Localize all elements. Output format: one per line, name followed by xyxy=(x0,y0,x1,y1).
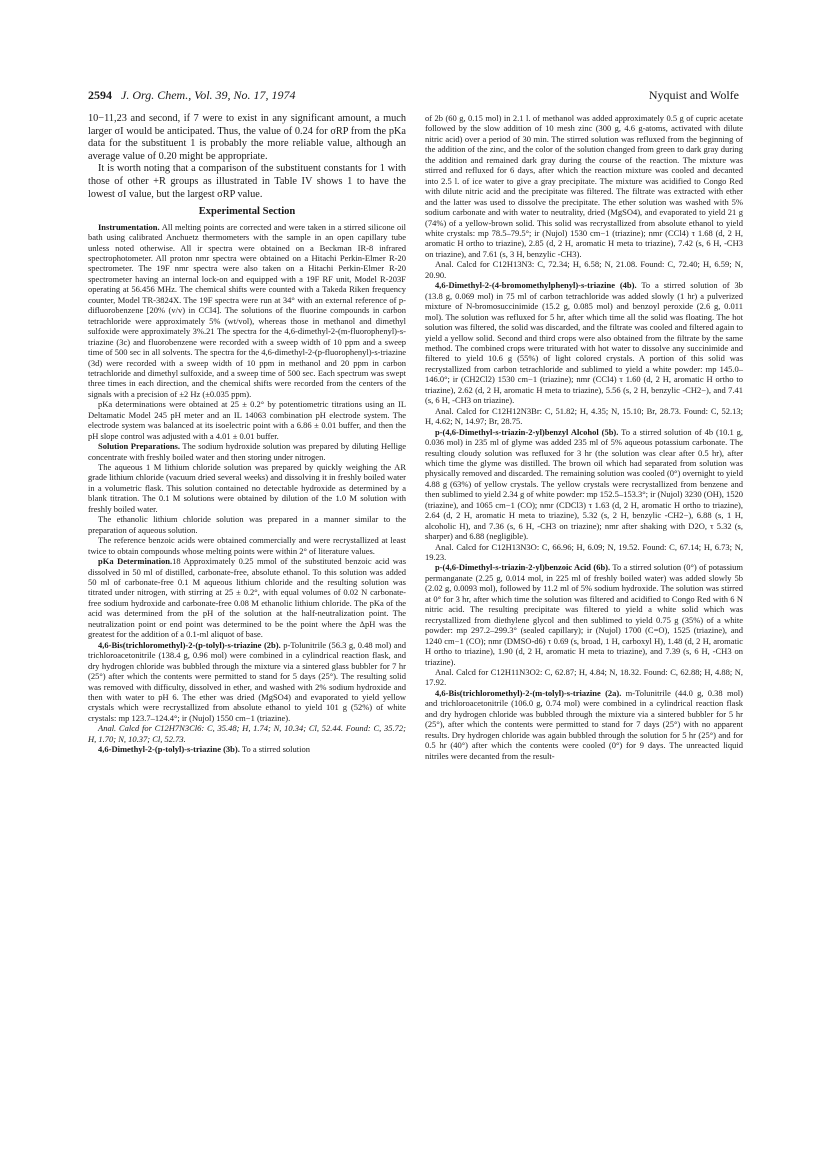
paragraph-text: To a stirred solution of 4b (10.1 g, 0.036 mol) in 235 ml of glyme was added 235 ml of 5% aqueous potassium carbonate. The resulting cloudy solution was refluxed for 3 hr (the solution was clear after 0.5 hr), after which time the glyme was distilled. The brown oil which had separated from solution was physically removed and discarded. The remaining solution was cooled (0°) overnight to yield 4.88 g (63%) of yellow crystals. The yellow crystals were recrystallized from benzene and then sublimed to yield 2.34 g of white powder: mp 152.5–153.3°; ir (Nujol) 3230 (OH), 1520 (triazine), and 1065 cm−1 (CO); nmr (CDCl3) τ 1.63 (d, 2 H, aromatic H ortho to triazine), 2.64 (d, 2 H, aromatic H meta to triazine), 5.32 (s, 2 H, benzylic -CH2−), 6.88 (s, 1 H, alcoholic H), and 7.36 (s, 6 H, -CH3 on triazine); nmr after shaking with D2O, τ 5.32 (s, sharper) and 6.88 (negligible). xyxy=(425,426,743,542)
paragraph-text: To a stirred solution (0°) of potassium permanganate (2.25 g, 0.014 mol, in 225 ml of freshly boiled water) was added slowly 5b (2.02 g, 0.0093 mol), followed by 11.2 ml of 5% sodium hydroxide. The solution was stirred at 0° for 3 hr, after which time the solution was filtered and acidified to Congo Red with 6 N nitric acid. The resulting precipitate was filtered to yield a white solid which was recrystallized from diethylene glycol and then sublimed to yield 0.75 g (35%) of a white powder: mp 297.2–299.3° (sealed capillary); ir (Nujol) 1700 (C=O), 1525 (triazine), and 1240 cm−1 (CO); nmr (DMSO-d6) τ 0.69 (s, broad, 1 H, carboxyl H), 1.48 (d, 2 H, aromatic H ortho to triazine), 1.90 (d, 2 H, aromatic H meta to triazine), and 7.39 (s, 6 H, -CH3 on triazine). xyxy=(425,562,743,667)
compound-heading: 4,6-Bis(trichloromethyl)-2-(p-tolyl)-s-triazine (2b). xyxy=(98,639,281,650)
header-authors: Nyquist and Wolfe xyxy=(648,88,739,102)
paragraph-compound-2b xyxy=(88,640,406,724)
paragraph-instrumentation xyxy=(88,222,406,400)
paragraph-text: To a stirred solution of 3b (13.8 g, 0.069 mol) in 75 ml of carbon tetrachloride was added slowly (1 hr) a pulverized mixture of N-bromosuccinimide (15.2 g, 0.085 mol) and benzoyl peroxide (2.6 g, 0.011 mol). The solution was refluxed for 5 hr, after which time all the solid was floating. The hot solution was filtered, the solid was discarded, and the filtrate was cooled and filtered again to yield a yellow solid. Second and third crops were also obtained from the filtrate by the same method. The combined crops were triturated with hot water to dissolve any succinimide and filtered to yield 10.6 g (55%) of light colored crystals. A portion of this solid was recrystallized from carbon tetrachloride and sublimed to yield a white powder: mp 145.0–146.0°; ir (CH2Cl2) 1530 cm−1 (triazine); nmr (CCl4) τ 1.60 (d, 2 H, aromatic H ortho to triazine), 2.62 (d, 2 H, aromatic H meta to triazine), 5.56 (s, 2 H, benzylic -CH2−), and 7.41 (s, 6 H, -CH3 on triazine). xyxy=(425,280,743,406)
paragraph-text: 18 Approximately 0.25 mmol of the substituted benzoic acid was dissolved in 50 ml of distilled, carbonate-free, absolute ethanol. To this solution was added 50 ml of carbonate-free 0.1 M aqueous lithium chloride and the resulting solution was titrated under nitrogen, with stirring at 25 ± 0.2°, with equal volumes of 0.02 N carbonate-free sodium hydroxide and carbonate-free 0.08 M ethanolic lithium chloride. The pKa of the acid was determined from the pH of the solution at the half-neutralization point. The neutralization point or end point was determined to be the point where the ΔpH was the greatest for the addition of a 0.1-ml aliquot of base. xyxy=(88,556,407,640)
paragraph-pka-determination xyxy=(88,556,406,640)
paragraph: of 2b (60 g, 0.15 mol) in 2.1 l. of methanol was added approximately 0.5 g of cupric acetate followed by the slow addition of 10 mesh zinc (300 g, 4.6 g-atoms, activated with dilute nitric acid) over a period of 30 min. The stirred solution was refluxed from the beginning of the addition of the zinc, and the color of the solution changed from green to dark gray during the addition and remained dark gray during the course of the reaction. The mixture was stirred and refluxed for 6 days, after which the reaction mixture was cooled and decanted into 2.5 l. of ice water to give a gray precipitate. The mixture was acidified to Congo Red with dilute nitric acid and the precipitate was filtered. The filtrate was extracted with ether and the latter was used to dissolve the precipitate. The ether solution was washed with 5% sodium carbonate and with water to neutrality, dried (MgSO4), and evaporated to yield 21 g (74%) of a yellow-brown solid. This solid was recrystallized from absolute ethanol to yield white crystals: mp 78.5–79.5°; ir (Nujol) 1530 cm−1 (triazine); nmr (CCl4) τ 1.68 (d, 2 H, aromatic H ortho to triazine), 2.85 (d, 2 H, aromatic H meta to triazine), 7.42 (s, 6 H, -CH3 on triazine), and 7.61 (s, 3 H, benzylic -CH3). xyxy=(425,113,743,259)
analysis-line: Anal. Calcd for C12H11N3O2: C, 62.87; H, 4.84; N, 18.32. Found: C, 62.88; H, 4.88; N, 17.92. xyxy=(425,667,743,688)
paragraph-text: All melting points are corrected and were taken in a stirred silicone oil bath using calibrated Anchuetz thermometers with the sample in an open capillary tube unless noted otherwise. All ir spectra were obtained on a Beckman IR-8 infrared spectrophotometer. All proton nmr spectra were obtained on a Hitachi Perkin-Elmer R-20 spectrometer. The 19F nmr spectra were also taken on a Hitachi Perkin-Elmer R-20 spectrometer having an internal lock-on and equipped with a 19F RF unit, Model R-203F operating at 56.456 MHz. The chemical shifts were counted with a Takeda Riken frequency counter, Model TR-3824X. The 19F spectra were run at 34° with an external reference of p-difluorobenzene [20% (v/v) in CCl4]. The solutions of the fluorine compounds in carbon tetrachloride were approximately 5% (wt/vol), whereas those in methanol and dimethyl sulfoxide were approximately 3%.21 The spectra for the 4,6-dimethyl-2-(m-fluorophenyl)-s-triazine (3c) and fluorobenzene were recorded with a sweep width of 10 ppm and a sweep time of 500 sec in all solvents. The spectra for the 4,6-dimethyl-2-(p-fluorophenyl)-s-triazine (3d) were recorded with a sweep width of 10 ppm in methanol and 20 ppm in carbon tetrachloride and dimethyl sulfoxide, and a sweep time of 500 sec. Each spectrum was swept three times in each direction, and the chemical shifts were recorded from the centers of the signals with a precision of ±2 Hz (±0.035 ppm). xyxy=(88,221,407,399)
paragraph-compound-6b xyxy=(425,562,743,667)
paragraph-text: To a stirred solution xyxy=(241,744,310,755)
paragraph: The aqueous 1 M lithium chloride solution was prepared by quickly weighing the AR grade lithium chloride (vacuum dried several weeks) and dissolving it in freshly boiled water in a volumetric flask. This solution contained no detectable hydroxide as determined by a blank titration. The 0.1 M solutions were obtained by dilution of the 1.0 M solution with freshly boiled water. xyxy=(88,462,406,514)
compound-heading: p-(4,6-Dimethyl-s-triazin-2-yl)benzoic Acid (6b). xyxy=(435,562,611,573)
left-column xyxy=(88,113,406,755)
paragraph: The reference benzoic acids were obtained commercially and were recrystallized at least twice to obtain compounds whose melting points were within 2° of literature values. xyxy=(88,535,406,556)
journal-citation: J. Org. Chem., Vol. 39, No. 17, 1974 xyxy=(121,88,296,102)
right-column xyxy=(425,113,743,761)
paragraph: 10−11,23 and second, if 7 were to exist in any significant amount, a much larger σI would be anticipated. Thus, the value of 0.24 for σRP from the pKa data for the substituent 1 is probably the more reliable value, although an average value of 0.20 might be appropriate. xyxy=(88,113,406,162)
run-in-heading: pKa Determination. xyxy=(98,556,173,567)
paragraph-text: m-Tolunitrile (44.0 g, 0.38 mol) and trichloroacetonitrile (106.0 g, 0.74 mol) were combined in a cylindrical reaction flask and dry hydrogen chloride was bubbled through the mixture via a sintered bubbler for 5 hr (25°), after which the contents were permitted to stand for 7 days (25°) with no apparent results. Dry hydrogen chloride was again bubbled through the solution for 5 hr (25°) and for 0.5 hr (40°) after which the contents were cooled (0°) for 9 days. The unreacted liquid nitriles were decanted from the result- xyxy=(425,687,744,761)
paragraph-text: p-Tolunitrile (56.3 g, 0.48 mol) and trichloroacetonitrile (138.4 g, 0.96 mol) were combined in a cylindrical reaction flask, and dry hydrogen chloride was bubbled through the mixture via a sintered glass bubbler for 7 hr (25°) after which the contents were permitted to stand for 5 days (25°). The resulting solid was removed with difficulty, dissolved in ether, and washed with 2% sodium hydroxide and then with water to pH 6. The ether was dried (MgSO4) and evaporated to yield yellow crystals which were recrystallized from absolute ethanol to yield 101 g (52%) of white crystals: mp 123.7–124.4°; ir (Nujol) 1550 cm−1 (triazine). xyxy=(88,639,406,723)
compound-heading: 4,6-Dimethyl-2-(p-tolyl)-s-triazine (3b). xyxy=(98,744,240,755)
compound-heading: 4,6-Dimethyl-2-(4-bromomethylphenyl)-s-triazine (4b). xyxy=(435,280,637,291)
run-in-heading: pKa determinations xyxy=(98,399,166,410)
paragraph-compound-2a xyxy=(425,688,743,761)
header-left xyxy=(88,88,296,103)
paragraph-compound-4b xyxy=(425,280,743,405)
paragraph-solutions xyxy=(88,441,406,462)
analysis-line: Anal. Calcd for C12H13N3: C, 72.34; H, 6.58; N, 21.08. Found: C, 72.40; H, 6.59; N, 20.90. xyxy=(425,259,743,280)
analysis-line: Anal. Calcd for C12H12N3Br: C, 51.82; H, 4.35; N, 15.10; Br, 28.73. Found: C, 52.13; H, 4.62; N, 14.97; Br, 28.75. xyxy=(425,405,743,427)
run-in-heading: Instrumentation. xyxy=(98,221,160,232)
page-number: 2594 xyxy=(88,88,112,102)
paragraph-text: were obtained at 25 ± 0.2° by potentiometric titrations using an IL Deltamatic Model 245 pH meter and an IL 14063 combination pH electrode system. The electrode system was balanced at its isoelectric point with a 6.86 ± 0.01 buffer, and then the pH slope control was adjusted with a 4.01 ± 0.01 buffer. xyxy=(88,399,407,441)
compound-heading: p-(4,6-Dimethyl-s-triazin-2-yl)benzyl Alcohol (5b). xyxy=(435,426,619,437)
paragraph: It is worth noting that a comparison of the substituent constants for 1 with those of other +R groups as illustrated in Table IV shows 1 to have the lowest σI value, but the largest σRP value. xyxy=(88,163,406,200)
analysis-line: Anal. Calcd for C12H13N3O: C, 66.96; H, 6.09; N, 19.52. Found: C, 67.14; H, 6.73; N, 19.23. xyxy=(425,541,743,563)
section-title: Experimental Section xyxy=(198,206,296,218)
compound-heading: 4,6-Bis(trichloromethyl)-2-(m-tolyl)-s-triazine (2a). xyxy=(435,687,622,698)
paragraph-pka xyxy=(88,399,406,441)
paragraph-text: The sodium hydroxide solution was prepared by diluting Hellige concentrate with freshly boiled water and then storing under nitrogen. xyxy=(88,441,406,462)
paragraph: The ethanolic lithium chloride solution was prepared in a manner similar to the preparation of aqueous solution. xyxy=(88,514,406,535)
analysis-line: Anal. Calcd for C12H7N3Cl6: C, 35.48; H, 1.74; N, 10.34; Cl, 52.44. Found: C, 35.72; H, 1.70; N, 10.37; Cl, 52.73. xyxy=(88,723,406,744)
paragraph-compound-3b xyxy=(88,744,406,754)
run-in-heading: Solution Preparations. xyxy=(98,441,180,452)
page-header xyxy=(88,88,739,104)
paragraph-compound-5b xyxy=(425,427,743,542)
